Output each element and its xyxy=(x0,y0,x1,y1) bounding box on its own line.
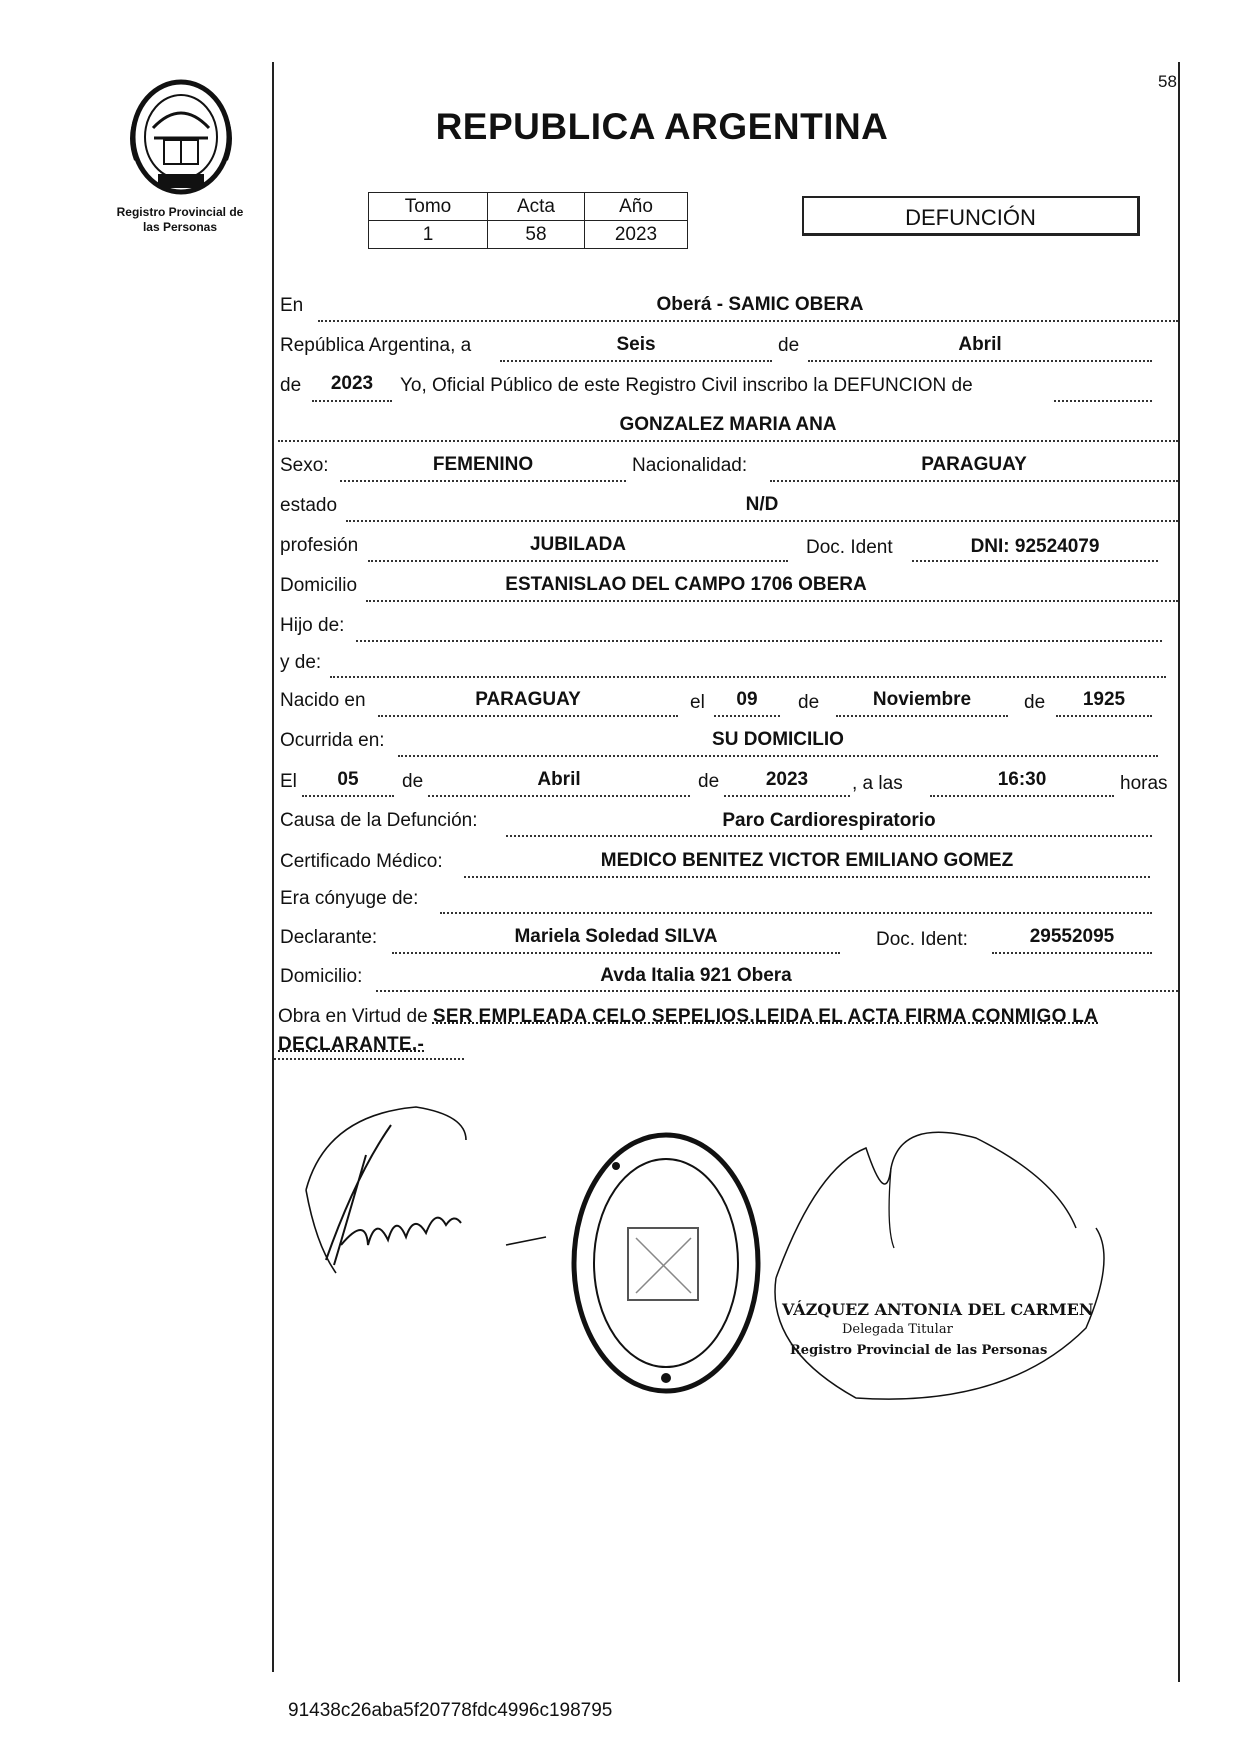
official-registry: Registro Provincial de las Personas xyxy=(790,1343,1048,1358)
declarante-domicilio-label: Domicilio: xyxy=(280,966,363,987)
official-stamp xyxy=(566,1128,766,1398)
en-dotted-line xyxy=(318,320,1178,322)
registry-caption-line1: Registro Provincial de xyxy=(116,205,244,219)
de-label-6: de xyxy=(698,771,720,792)
birth-month-value: Noviembre xyxy=(872,689,972,710)
birth-month-dotted-line xyxy=(836,715,1008,717)
death-year-dotted-line xyxy=(724,795,850,797)
nacido-en-label: Nacido en xyxy=(280,690,366,711)
causa-value: Paro Cardiorespiratorio xyxy=(722,810,936,831)
page-title: REPUBLICA ARGENTINA xyxy=(435,106,889,147)
death-day-value: 05 xyxy=(337,769,359,790)
de-label-2: de xyxy=(280,375,302,396)
doc-ident-label: Doc. Ident xyxy=(806,537,893,558)
nacionalidad-dotted-line xyxy=(770,480,1178,482)
declarante-doc-label: Doc. Ident: xyxy=(876,929,968,950)
inscribe-text: Yo, Oficial Público de este Registro Civil inscribo la DEFUNCION de xyxy=(400,375,973,396)
obra-en-virtud-block xyxy=(278,1003,1178,1059)
de-label-1: de xyxy=(778,335,800,356)
certificado-dotted-line xyxy=(464,876,1150,878)
y-de-label: y de: xyxy=(280,652,322,673)
conyuge-dotted-line xyxy=(440,912,1152,914)
sexo-value: FEMENINO xyxy=(432,454,534,475)
right-margin-rule xyxy=(1178,62,1180,1682)
death-month-value: Abril xyxy=(537,769,581,790)
el-label: el xyxy=(690,692,705,713)
declarante-doc-value: 29552095 xyxy=(1029,926,1115,947)
death-year-value: 2023 xyxy=(765,769,809,790)
month-dotted-line xyxy=(808,360,1152,362)
left-margin-rule xyxy=(272,62,274,1672)
conyuge-label: Era cónyuge de: xyxy=(280,888,419,909)
domicilio-label: Domicilio xyxy=(280,575,358,596)
declarante-dotted-line xyxy=(392,952,840,954)
declarante-domicilio-value: Avda Italia 921 Obera xyxy=(600,965,792,986)
declarante-value: Mariela Soledad SILVA xyxy=(514,926,718,947)
profesion-dotted-line xyxy=(368,560,788,562)
month-word-value: Abril xyxy=(958,334,1002,355)
obra-label: Obra en Virtud de xyxy=(278,1006,428,1027)
death-day-dotted-line xyxy=(302,795,394,797)
death-time-value: 16:30 xyxy=(997,769,1047,790)
doc-ident-value: DNI: 92524079 xyxy=(970,536,1100,557)
nacido-en-dotted-line xyxy=(378,715,678,717)
tomo-header: Tomo xyxy=(369,193,488,221)
declarant-signature xyxy=(296,1095,566,1275)
day-dotted-line xyxy=(500,360,772,362)
estado-value: N/D xyxy=(745,494,779,515)
acta-header: Acta xyxy=(488,193,585,221)
nacido-en-value: PARAGUAY xyxy=(475,689,581,710)
registry-caption xyxy=(100,205,260,235)
obra-value: SER EMPLEADA CELO SEPELIOS.LEIDA EL ACTA FIRMA CONMIGO LA DECLARANTE.- xyxy=(278,1006,1099,1055)
el2-label: El xyxy=(280,771,297,792)
official-name: VÁZQUEZ ANTONIA DEL CARMEN xyxy=(782,1300,1094,1319)
inscribe-dotted-line xyxy=(1054,400,1152,402)
deceased-name-value: GONZALEZ MARIA ANA xyxy=(619,414,837,435)
anio-header: Año xyxy=(585,193,688,221)
birth-year-dotted-line xyxy=(1056,715,1152,717)
document-type-box: DEFUNCIÓN xyxy=(802,196,1140,236)
death-month-dotted-line xyxy=(428,795,690,797)
year-value: 2023 xyxy=(330,373,374,394)
horas-label: horas xyxy=(1120,773,1168,794)
declarante-label: Declarante: xyxy=(280,927,378,948)
acta-value: 58 xyxy=(488,221,585,249)
de-label-5: de xyxy=(402,771,424,792)
causa-label: Causa de la Defunción: xyxy=(280,810,478,831)
anio-value: 2023 xyxy=(585,221,688,249)
domicilio-value: ESTANISLAO DEL CAMPO 1706 OBERA xyxy=(505,574,867,595)
nacionalidad-label: Nacionalidad: xyxy=(632,455,748,476)
sexo-dotted-line xyxy=(340,480,626,482)
ocurrida-en-label: Ocurrida en: xyxy=(280,730,385,751)
official-signature xyxy=(756,1108,1116,1408)
hijo-de-label: Hijo de: xyxy=(280,615,345,636)
hijo-de-dotted-line xyxy=(356,640,1162,642)
deceased-name-dotted-line xyxy=(278,440,1178,442)
causa-dotted-line xyxy=(506,835,1152,837)
estado-dotted-line xyxy=(346,520,1178,522)
page-number: 58 xyxy=(1158,72,1177,91)
en-label: En xyxy=(280,295,304,316)
profesion-value: JUBILADA xyxy=(529,534,627,555)
republica-label: República Argentina, a xyxy=(280,335,472,356)
day-word-value: Seis xyxy=(616,334,656,355)
birth-year-value: 1925 xyxy=(1082,689,1126,710)
official-role: Delegada Titular xyxy=(842,1322,953,1337)
death-time-dotted-line xyxy=(930,795,1114,797)
declarante-domicilio-dotted-line xyxy=(376,990,1178,992)
ocurrida-en-dotted-line xyxy=(398,755,1158,757)
birth-day-dotted-line xyxy=(714,715,780,717)
a-las-label: , a las xyxy=(852,773,903,794)
reference-header-row xyxy=(369,193,688,221)
profesion-label: profesión xyxy=(280,535,359,556)
document-hash: 91438c26aba5f20778fdc4996c198795 xyxy=(288,1700,613,1721)
doc-ident-dotted-line xyxy=(912,560,1158,562)
de-label-4: de xyxy=(1024,692,1046,713)
sexo-label: Sexo: xyxy=(280,455,329,476)
estado-label: estado xyxy=(280,495,338,516)
nacionalidad-value: PARAGUAY xyxy=(921,454,1027,475)
declarante-doc-dotted-line xyxy=(992,952,1152,954)
tomo-value: 1 xyxy=(369,221,488,249)
birth-day-value: 09 xyxy=(736,689,758,710)
reference-value-row xyxy=(369,221,688,249)
certificado-label: Certificado Médico: xyxy=(280,851,443,872)
domicilio-dotted-line xyxy=(366,600,1178,602)
certificado-value: MEDICO BENITEZ VICTOR EMILIANO GOMEZ xyxy=(600,850,1014,871)
reference-table xyxy=(368,192,688,249)
ocurrida-en-value: SU DOMICILIO xyxy=(712,729,844,750)
obra-bottom-dotted-line xyxy=(274,1058,464,1060)
place-value: Oberá - SAMIC OBERA xyxy=(656,294,864,315)
year-dotted-line xyxy=(312,400,392,402)
de-label-3: de xyxy=(798,692,820,713)
y-de-dotted-line xyxy=(330,676,1166,678)
registry-caption-line2: las Personas xyxy=(142,220,218,234)
